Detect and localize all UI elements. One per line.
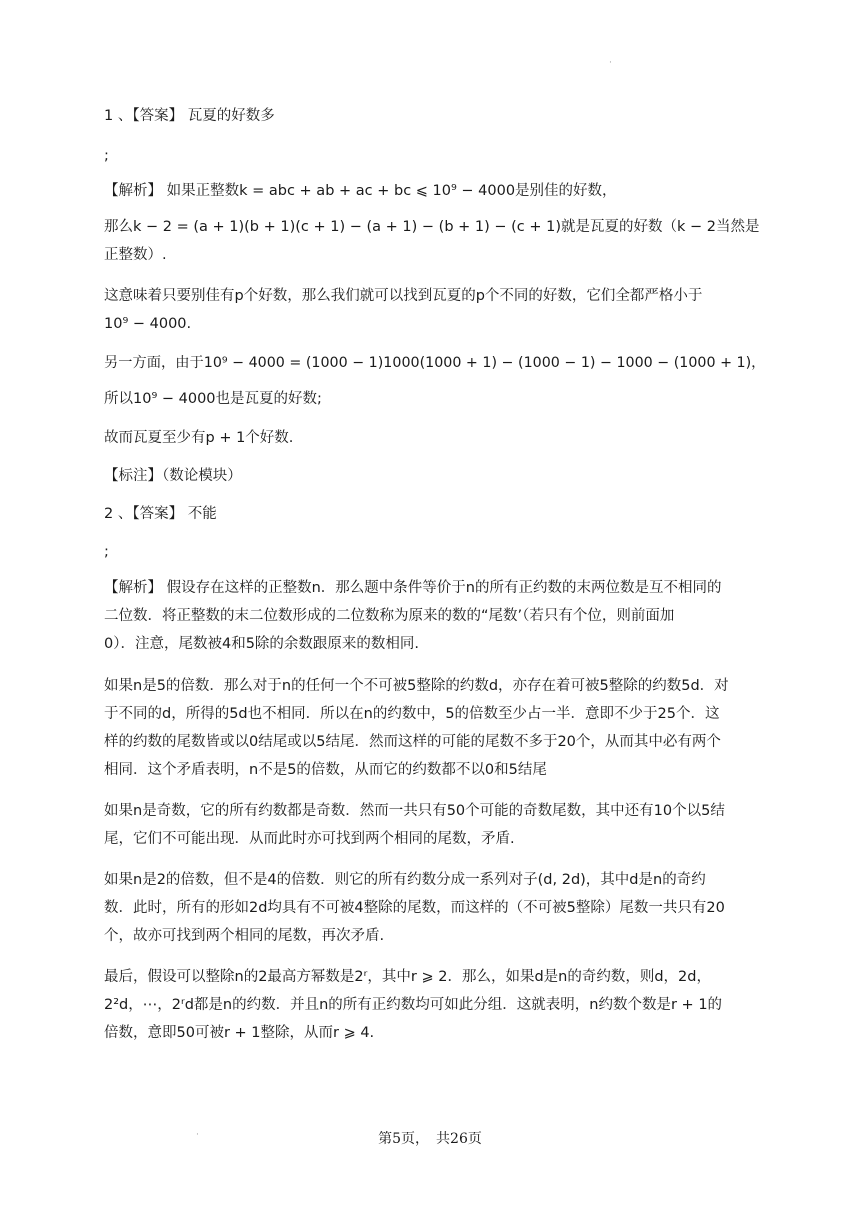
q2-analysis-line: 二位数．将正整数的末二位数形成的二位数称为原来的数的“尾数’（若只有个位，则前面加 (104, 608, 675, 624)
q1-analysis-line: 这意味着只要别佳有p个好数，那么我们就可以找到瓦夏的p个不同的好数，它们全都严格小于 (104, 288, 703, 304)
q2-analysis-line: 于不同的d，所得的5d也不相同．所以在n的约数中，5的倍数至少占一半．意即不少于25个．这 (104, 706, 720, 722)
q1-separator: ; (104, 148, 109, 164)
q2-analysis-line: 如果n是奇数，它的所有约数都是奇数．然而一共只有50个可能的奇数尾数，其中还有10个以5结 (104, 803, 725, 819)
footer-mark: · (196, 1130, 199, 1140)
page-footer: 第5页， 共26页 (378, 1131, 482, 1147)
q2-analysis-line: 尾，它们不可能出现．从而此时亦可找到两个相同的尾数，矛盾. (104, 831, 515, 847)
q1-analysis-line: 故而瓦夏至少有p + 1个好数. (104, 430, 294, 446)
q1-analysis-line: 10⁹ − 4000. (104, 316, 192, 332)
q2-analysis-line: 相同．这个矛盾表明，n不是5的倍数，从而它的约数都不以0和5结尾 (104, 762, 547, 778)
q2-analysis-line: 数．此时，所有的形如2d均具有不可被4整除的尾数，而这样的（不可被5整除）尾数一共只有20 (104, 900, 725, 916)
q2-separator: ; (104, 544, 109, 560)
q1-tag: 【标注】（数论模块） (104, 468, 242, 484)
q2-analysis-line: 样的约数的尾数皆或以0结尾或以5结尾．然而这样的可能的尾数不多于20个，从而其中必有两个 (104, 734, 721, 750)
q2-analysis-line: 如果n是5的倍数．那么对于n的任何一个不可被5整除的约数d，亦存在着可被5整除的约数5d．对 (104, 678, 729, 694)
q2-answer: 2 、【答案】 不能 (104, 506, 217, 522)
q1-analysis-line: 【解析】 如果正整数k = abc + ab + ac + bc ⩽ 10⁹ − 4000是别佳的好数， (104, 183, 617, 199)
q2-analysis-line: 最后，假设可以整除n的2最高方幂数是2ʳ，其中r ⩾ 2．那么，如果d是n的奇约数，则d，2d， (104, 969, 711, 985)
q2-analysis-line: 个，故亦可找到两个相同的尾数，再次矛盾. (104, 928, 385, 944)
q1-analysis-line: 正整数）. (104, 247, 167, 263)
q2-analysis-line: 【解析】 假设存在这样的正整数n．那么题中条件等价于n的所有正约数的末两位数是互不相同的 (104, 580, 722, 596)
q2-analysis-line: 0）．注意，尾数被4和5除的余数跟原来的数相同. (104, 636, 420, 652)
q2-analysis-line: 如果n是2的倍数，但不是4的倍数．则它的所有约数分成一系列对子(d, 2d)，其中d是n的奇约 (104, 872, 706, 888)
header-mark: · (609, 58, 612, 68)
q1-answer: 1 、【答案】 瓦夏的好数多 (104, 108, 275, 124)
q1-analysis-line: 那么k − 2 = (a + 1)(b + 1)(c + 1) − (a + 1) − (b + 1) − (c + 1)就是瓦夏的好数（k − 2当然是 (104, 219, 760, 235)
q1-analysis-line: 另一方面，由于10⁹ − 4000 = (1000 − 1)1000(1000 + 1) − (1000 − 1) − 1000 − (1000 + 1)， (104, 355, 766, 371)
q2-analysis-line: 倍数，意即50可被r + 1整除，从而r ⩾ 4. (104, 1025, 375, 1041)
q2-analysis-line: 2²d，⋯，2ʳd都是n的约数．并且n的所有正约数均可如此分组．这就表明，n约数个数是r + 1的 (104, 997, 723, 1013)
q1-analysis-line: 所以10⁹ − 4000也是瓦夏的好数; (104, 391, 322, 407)
